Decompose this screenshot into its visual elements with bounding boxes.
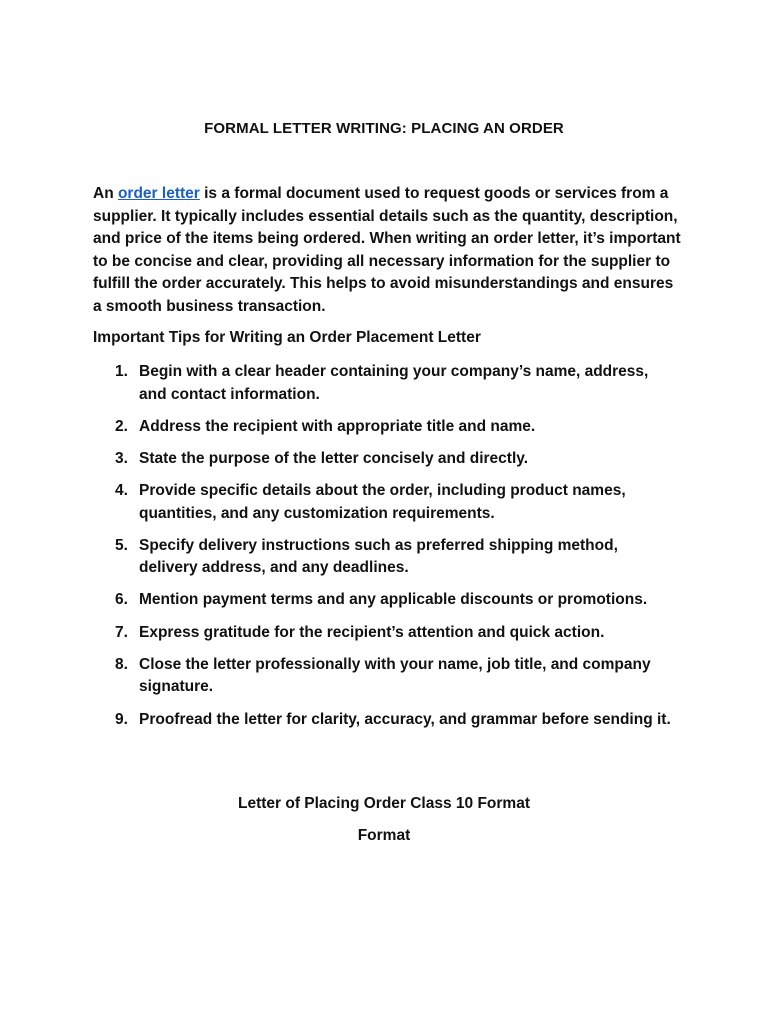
intro-paragraph [93,183,683,318]
section-subtitle: Letter of Placing Order Class 10 Format [237,795,530,812]
intro-prefix: An [93,185,118,202]
list-item-number: 7. [115,623,128,641]
list-item-number: 9. [115,710,128,728]
list-item-text: Begin with a clear header containing your company’s name, address, and contact information. [139,363,649,403]
list-item-number: 3. [115,449,128,467]
list-item [93,709,673,732]
list-item [93,416,673,439]
list-item-text: State the purpose of the letter concisely and directly. [139,449,529,467]
order-letter-link[interactable]: order letter [117,185,200,202]
list-item-text: Address the recipient with appropriate title and name. [139,417,536,435]
list-item-text: Specify delivery instructions such as preferred shipping method, delivery address, and any deadlines. [139,536,618,577]
list-item-text: Provide specific details about the order, including product names, quantities, and any customization requirements. [139,482,626,522]
list-item-number: 1. [115,363,128,380]
page-title: FORMAL LETTER WRITING: PLACING AN ORDER [204,120,564,137]
list-item-number: 8. [115,655,128,673]
list-item [93,535,673,580]
list-item [93,480,673,525]
list-item [93,654,673,699]
list-item-text: Close the letter professionally with your name, job title, and company signature. [139,655,651,696]
list-item [93,622,673,645]
list-item [93,589,673,612]
tips-heading: Important Tips for Writing an Order Placement Letter [93,329,481,346]
intro-suffix: is a formal document used to request goods or services from a supplier. It typically includes essential details such as the quantity, description, and price of the items being ordered. When writing an order letter, it’s important to be concise and clear, providing all necessary information for the supplier to fulfill the order accurately. This helps to avoid misunderstandings and ensures a smooth business transaction. [93,185,681,315]
list-item-text: Express gratitude for the recipient’s attention and quick action. [139,623,605,641]
list-item-number: 6. [115,591,128,609]
format-label: Format [357,827,411,844]
list-item-number: 4. [115,482,128,500]
list-item-number: 2. [115,417,128,435]
list-item-text: Mention payment terms and any applicable discounts or promotions. [139,591,648,609]
list-item-text: Proofread the letter for clarity, accuracy, and grammar before sending it. [139,710,671,728]
list-item [93,361,673,406]
tips-list [93,361,673,741]
list-item-number: 5. [115,536,128,554]
list-item [93,448,673,471]
